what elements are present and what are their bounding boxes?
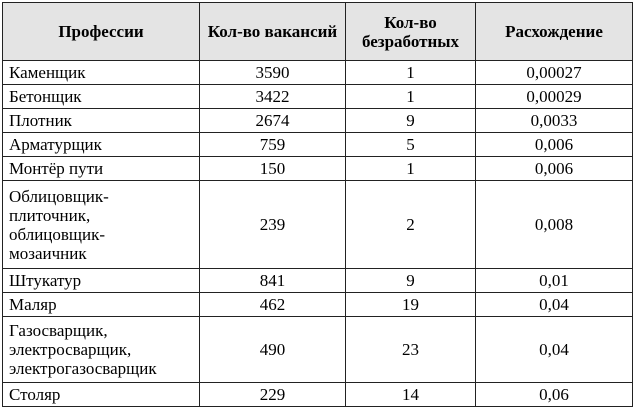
divergence-cell: 0,04	[476, 317, 633, 383]
vacancies-cell: 759	[200, 133, 346, 157]
unemployed-cell: 23	[346, 317, 476, 383]
profession-cell: Бетонщик	[3, 85, 200, 109]
profession-cell: Столяр	[3, 383, 200, 407]
vacancies-cell: 229	[200, 383, 346, 407]
unemployed-cell: 1	[346, 61, 476, 85]
table-row	[3, 383, 633, 407]
divergence-cell: 0,06	[476, 383, 633, 407]
divergence-cell: 0,01	[476, 269, 633, 293]
profession-cell: Маляр	[3, 293, 200, 317]
table-row	[3, 293, 633, 317]
header-row	[3, 3, 633, 61]
divergence-cell: 0,0033	[476, 109, 633, 133]
unemployed-cell: 1	[346, 157, 476, 181]
divergence-cell: 0,006	[476, 133, 633, 157]
divergence-cell: 0,00027	[476, 61, 633, 85]
vacancies-cell: 490	[200, 317, 346, 383]
divergence-cell: 0,00029	[476, 85, 633, 109]
table-row	[3, 157, 633, 181]
profession-cell: Штукатур	[3, 269, 200, 293]
divergence-cell: 0,006	[476, 157, 633, 181]
table-row	[3, 85, 633, 109]
profession-cell: Арматурщик	[3, 133, 200, 157]
header-professions: Профессии	[3, 3, 200, 61]
profession-cell: Монтёр пути	[3, 157, 200, 181]
unemployed-cell: 19	[346, 293, 476, 317]
header-vacancies: Кол-во вакансий	[200, 3, 346, 61]
table-row	[3, 181, 633, 269]
unemployed-cell: 9	[346, 109, 476, 133]
vacancies-cell: 150	[200, 157, 346, 181]
table-row	[3, 133, 633, 157]
profession-cell: Плотник	[3, 109, 200, 133]
table-row	[3, 109, 633, 133]
profession-cell: Каменщик	[3, 61, 200, 85]
table-row	[3, 269, 633, 293]
unemployed-cell: 2	[346, 181, 476, 269]
header-unemployed: Кол-во безработных	[346, 3, 476, 61]
unemployed-cell: 1	[346, 85, 476, 109]
table-row	[3, 317, 633, 383]
header-divergence: Расхождение	[476, 3, 633, 61]
vacancies-cell: 462	[200, 293, 346, 317]
unemployed-cell: 14	[346, 383, 476, 407]
divergence-cell: 0,008	[476, 181, 633, 269]
divergence-cell: 0,04	[476, 293, 633, 317]
vacancies-cell: 3590	[200, 61, 346, 85]
vacancies-cell: 239	[200, 181, 346, 269]
vacancies-cell: 2674	[200, 109, 346, 133]
unemployed-cell: 9	[346, 269, 476, 293]
professions-table	[2, 2, 633, 407]
vacancies-cell: 841	[200, 269, 346, 293]
table-row	[3, 61, 633, 85]
profession-cell: Облицовщик- плиточник, облицовщик- мозаичник	[3, 181, 200, 269]
vacancies-cell: 3422	[200, 85, 346, 109]
unemployed-cell: 5	[346, 133, 476, 157]
profession-cell: Газосварщик, электросварщик, электрогазосварщик	[3, 317, 200, 383]
